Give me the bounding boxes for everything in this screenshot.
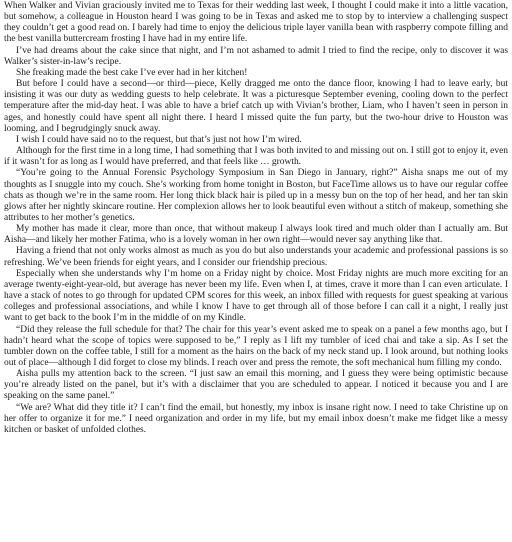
paragraph: I wish I could have said no to the request, but that’s just not how I’m wired.	[16, 134, 302, 145]
paragraph: My mother has made it clear, more than once, that without makeup I always look tired and much older than I actually am. But Aisha—and likely her mother Fatima, who is a lovely woman in her own right—would never say anything like that.	[4, 224, 508, 246]
paragraph: When Walker and Vivian graciously invited me to Texas for their wedding last week, I thought I could make it into a little vacation, but somehow, a colleague in Houston heard I was going to be in Texas and asked me to stop by to interview a challenging suspect they couldn’t get a good read on. I barely had time to enjoy the delicious triple layer vanilla bean with raspberry compote filling and the best vanilla buttercream frosting I have had in my entire life.	[4, 1, 508, 45]
paragraph: Although for the first time in a long time, I had something that I was both invited to and missing out on. I still got to enjoy it, even if it wasn’t for as long as I would have preferred, and that feels like … growth.	[4, 146, 508, 168]
paragraph: “Did they release the full schedule for that? The chair for this year’s event asked me to speak on a panel a few months ago, but I hadn’t heard what the scope of topics were supposed to be,” I reply as I lift my tumbler of iced chai and take a sip. As I set the tumbler down on the coffee table, I still for a moment as the hairs on the back of my neck stand up. I look around, but nothing looks out of place—although I did forget to close my blinds. I reach over and press the remote, the soft mechanical hum filling my condo.	[4, 324, 508, 368]
paragraph: “We are? What did they title it? I can’t find the email, but honestly, my inbox is insane right now. I need to take Christine up on her offer to organize it for me.” I need organization and order in my life, but my email inbox doesn’t make me fidget like a messy kitchen or basket of unfolded clothes.	[4, 402, 508, 435]
paragraph: Having a friend that not only works almost as much as you do but also understands your academic and professional passions is so refreshing. We’ve been friends for eight years, and I consider our friendship precious.	[4, 246, 508, 268]
paragraph: Especially when she understands why I’m home on a Friday night by choice. Most Friday nights are much more exciting for an average twenty-eight-year-old, but average has never been my life. Even when I, at times, crave it more than I can even articulate. I have a stack of notes to go through for updated CPM scores for this week, an inbox filled with requests for guest speaking at various colleges and professional associations, and while I know I have to get through all of those before I can call it a night, I really just want to get back to the book I’m in the middle of on my Kindle.	[4, 268, 508, 324]
paragraph: “You’re going to the Annual Forensic Psychology Symposium in San Diego in January, right?” Aisha snaps me out of my thoughts as I snuggle into my couch. She’s working from home tonight in Boston, but FaceTime allows us to have our regular coffee chats as though we’re in the same room. Her long thick black hair is piled up in a messy bun on the top of her head, and her tan skin glows after her nightly skincare routine. Her complexion allows her to look beautiful even without a stitch of makeup, something she attributes to her mother’s genetics.	[4, 168, 508, 223]
paragraph: She freaking made the best cake I’ve ever had in her kitchen!	[16, 67, 248, 78]
paragraph: Aisha pulls my attention back to the screen. “I just saw an email this morning, and I guess they were being optimistic because you’re already listed on the panel, but it’s with a disclaimer that you are scheduled to appear. I noticed it because you and I are speaking on the same panel.”	[4, 369, 508, 402]
paragraph: But before I could have a second—or third—piece, Kelly dragged me onto the dance floor, knowing I had to leave early, but insisting it was our duty as wedding guests to help celebrate. It was a picturesque September evening, cooling down to the perfect temperature after the mid-day heat. I was able to have a brief catch up with Vivian’s brother, Liam, who I haven’t seen in person in ages, and honestly could have spent all night there. I heard I missed quite the fun party, but the two-hour drive to Houston was looming, and I begrudgingly snuck away.	[4, 79, 508, 134]
paragraph: I’ve had dreams about the cake since that night, and I’m not ashamed to admit I tried to find the recipe, only to discover it was Walker’s sister-in-law’s recipe.	[4, 45, 508, 67]
